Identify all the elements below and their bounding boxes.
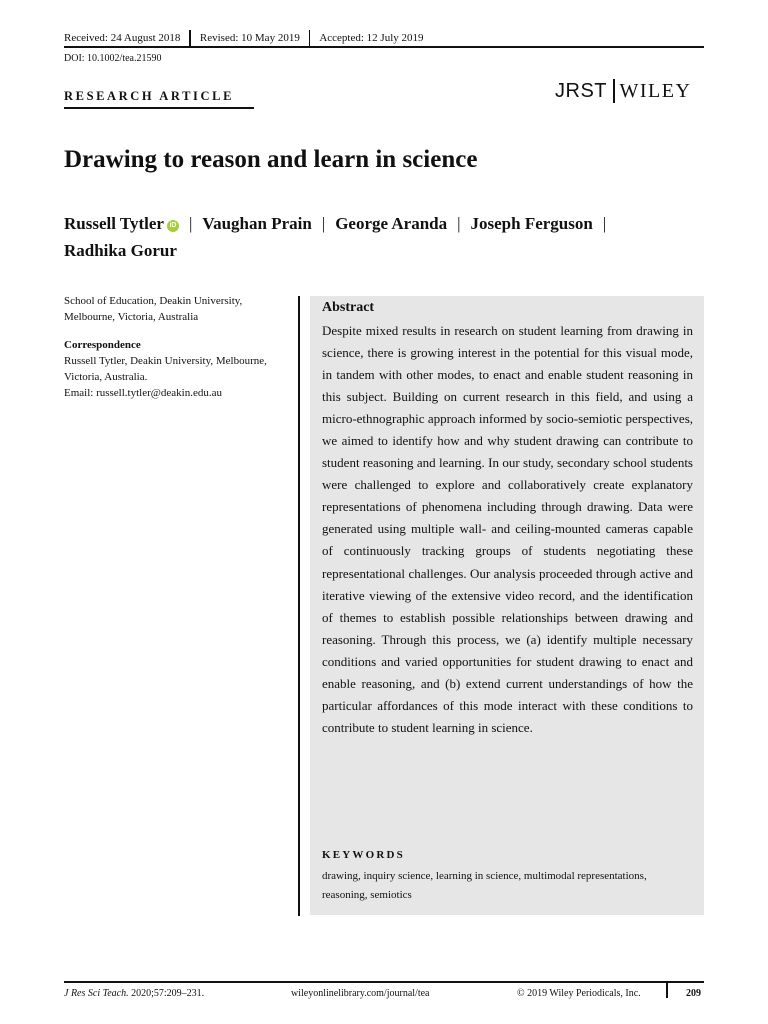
journal-logo	[555, 78, 691, 104]
doi[interactable]: DOI: 10.1002/tea.21590	[64, 53, 162, 64]
revised-date: Revised: 10 May 2019	[199, 32, 300, 44]
author-name[interactable]: Radhika Gorur	[64, 241, 177, 260]
section-label: RESEARCH ARTICLE	[64, 89, 235, 103]
received-date: Received: 24 August 2018	[64, 32, 181, 44]
footer-citation	[64, 988, 204, 999]
footer-website[interactable]: wileyonlinelibrary.com/journal/tea	[291, 988, 430, 999]
accepted-date: Accepted: 12 July 2019	[319, 32, 424, 44]
date-separator	[189, 30, 191, 46]
orcid-icon[interactable]: iD	[167, 220, 179, 232]
footer-copyright: © 2019 Wiley Periodicals, Inc.	[517, 988, 641, 999]
author-name[interactable]: Vaughan Prain	[202, 214, 312, 233]
logo-wiley: WILEY	[619, 79, 692, 102]
section-rule	[64, 107, 254, 109]
author-name[interactable]: Joseph Ferguson	[470, 214, 593, 233]
author-separator: |	[321, 214, 326, 233]
abstract-side-rule	[298, 296, 300, 916]
footer-separator	[666, 981, 668, 998]
author-name[interactable]	[64, 214, 179, 233]
footer-journal: J Res Sci Teach.	[64, 988, 129, 999]
publication-dates	[64, 30, 424, 46]
logo-divider	[613, 79, 615, 103]
abstract-body: Despite mixed results in research on student learning from drawing in science, there is growing interest in the potential for this visual mode, in tandem with other modes, to enact and enable student reasoning in this subject. Building on current research in this field, and using a micro-ethnographic approach informed by socio-semiotic perspectives, we aimed to identify how and why student drawing can contribute to student reasoning and learning. In our study, secondary school students were challenged to explore and collaboratively create explanatory representations of phenomena including through drawing. Data were generated using multiple wall- and ceiling-mounted cameras capable of continuously tracking groups of students negotiating these representational challenges. Our analysis proceeded through active and iterative viewing of the extensive video record, and the identification of themes to establish possible relationships between drawing and reasoning. Through this process, we (a) identify multiple necessary conditions and varied opportunities for student drawing to enact and enable reasoning, and (b) extend current understandings of how the particular affordances of this mode interact with these conditions to contribute to student learning in science.	[322, 323, 693, 735]
author-separator: |	[188, 214, 193, 233]
correspondence-heading: Correspondence	[64, 339, 141, 351]
author-name[interactable]: George Aranda	[335, 214, 448, 233]
author-name-text: Russell Tytler	[64, 214, 164, 233]
author-separator: |	[457, 214, 461, 233]
correspondence-address: Russell Tytler, Deakin University, Melbourne, Victoria, Australia.	[64, 355, 267, 383]
affiliation: School of Education, Deakin University, Melbourne, Victoria, Australia	[64, 295, 243, 323]
abstract-heading: Abstract	[322, 300, 375, 315]
footer-volume: 2020;57:209–231.	[128, 988, 205, 999]
header-rule	[64, 46, 704, 48]
author-separator: |	[602, 214, 607, 233]
abstract-content	[322, 300, 693, 739]
keywords-list: drawing, inquiry science, learning in science, multimodal representations, reasoning, semiotics	[322, 870, 647, 901]
keywords-heading: KEYWORDS	[322, 849, 405, 861]
article-title: Drawing to reason and learn in science	[64, 146, 478, 173]
footer-rule	[64, 981, 704, 983]
page-number: 209	[686, 988, 701, 999]
author-list	[64, 210, 724, 264]
logo-jrst: JRST	[555, 79, 607, 102]
correspondence-email[interactable]: Email: russell.tytler@deakin.edu.au	[64, 387, 222, 399]
affiliation-sidebar	[64, 293, 290, 401]
date-separator	[309, 30, 311, 46]
